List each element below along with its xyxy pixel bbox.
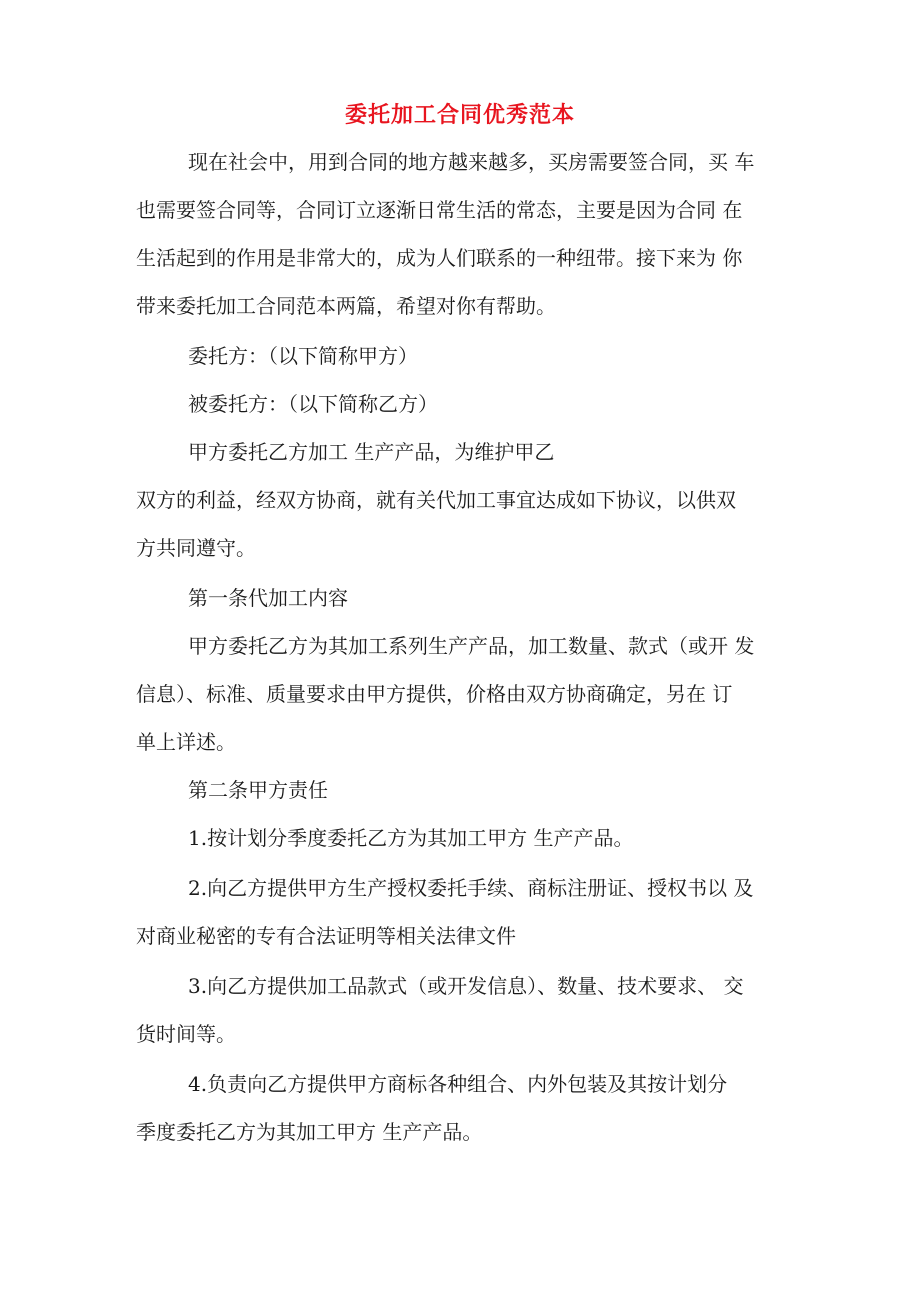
paragraph-line: 甲方委托乙方为其加工系列生产产品，加工数量、款式（或开 发 — [188, 634, 755, 658]
paragraph-line: 也需要签合同等，合同订立逐渐日常生活的常态，主要是因为合同 在 — [136, 198, 743, 222]
paragraph-line: 甲方委托乙方加工 生产产品，为维护甲乙 — [188, 440, 555, 464]
paragraph-line: 委托方：（以下简称甲方） — [188, 344, 418, 368]
paragraph-line: 被委托方：（以下简称乙方） — [188, 392, 438, 416]
paragraph-line: 双方的利益，经双方协商，就有关代加工事宜达成如下协议，以供双 — [136, 488, 736, 512]
paragraph-line: 单上详述。 — [136, 730, 236, 754]
paragraph-line: 方共同遵守。 — [136, 536, 256, 560]
document-title: 委托加工合同优秀范本 — [344, 102, 575, 128]
list-item: 2.向乙方提供甲方生产授权委托手续、商标注册证、授权书以 及 — [188, 876, 754, 900]
list-item: 4.负责向乙方提供甲方商标各种组合、内外包装及其按计划分 — [188, 1072, 728, 1096]
list-item: 季度委托乙方为其加工甲方 生产产品。 — [136, 1120, 483, 1144]
list-item: 对商业秘密的专有合法证明等相关法律文件 — [136, 924, 516, 948]
paragraph-line — [188, 144, 800, 180]
list-item: 1.按计划分季度委托乙方为其加工甲方 生产产品。 — [188, 826, 634, 850]
paragraph-line: 带来委托加工合同范本两篇，希望对你有帮助。 — [136, 294, 556, 318]
section-heading: 第二条甲方责任 — [188, 778, 328, 802]
paragraph-line: 生活起到的作用是非常大的，成为人们联系的一种纽带。接下来为 你 — [136, 246, 743, 270]
line-text: 现在社会中，用到合同的地方越来越多，买房需要签合同，买 车 — [188, 150, 755, 174]
section-heading: 第一条代加工内容 — [188, 586, 348, 610]
list-item: 货时间等。 — [136, 1022, 236, 1046]
list-item: 3.向乙方提供加工品款式（或开发信息）、数量、技术要求、 交 — [188, 974, 744, 998]
paragraph-line: 信息）、标准、质量要求由甲方提供，价格由双方协商确定，另在 订 — [136, 682, 733, 706]
